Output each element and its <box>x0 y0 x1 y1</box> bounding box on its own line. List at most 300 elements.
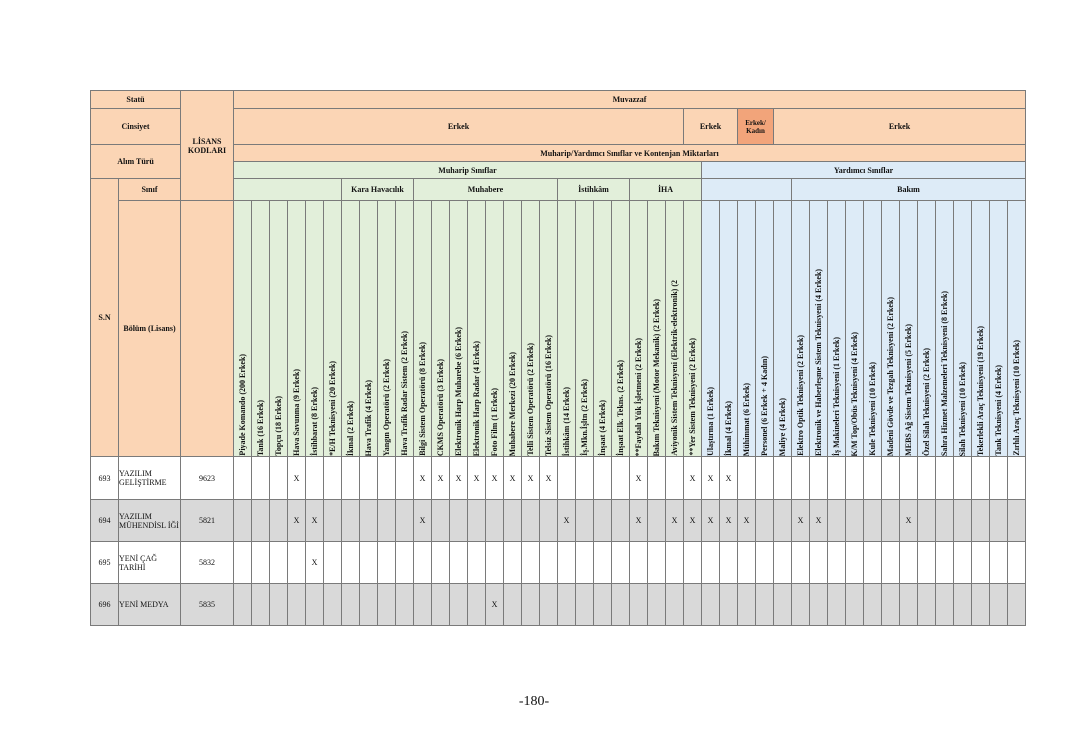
row-mark-cell <box>648 500 666 542</box>
row-mark-cell: X <box>702 457 720 500</box>
row-mark-cell <box>306 584 324 626</box>
row-mark-cell <box>486 500 504 542</box>
row-mark-cell <box>918 584 936 626</box>
row-mark-cell <box>342 500 360 542</box>
row-mark-cell <box>792 584 810 626</box>
row-mark-cell <box>918 500 936 542</box>
row-mark-cell: X <box>720 457 738 500</box>
row-mark-cell <box>972 584 990 626</box>
row-mark-cell <box>594 500 612 542</box>
row-mark-cell <box>324 584 342 626</box>
class-column-label: Piyade Komando (200 Erkek) <box>238 354 247 456</box>
class-column-label: İnşaat (4 Erkek) <box>598 399 607 456</box>
row-mark-cell <box>738 542 756 584</box>
class-column-label: İstihbarat (8 Erkek) <box>310 387 319 456</box>
row-mark-cell <box>900 584 918 626</box>
class-column-header <box>954 201 972 457</box>
erkek-header-2: Erkek <box>684 109 738 145</box>
row-mark-cell <box>270 542 288 584</box>
class-column-header <box>486 201 504 457</box>
row-mark-cell <box>468 542 486 584</box>
class-column-label: İş.Mkn.İşltn (2 Erkek) <box>580 379 589 456</box>
class-column-label: Tank Teknisyeni (4 Erkek) <box>994 365 1003 456</box>
class-column-label: Bakım Teknisyeni (Motor Mekanik) (2 Erkek) <box>652 298 661 456</box>
muhabere-header: Muhabere <box>414 179 558 201</box>
class-column-header <box>882 201 900 457</box>
row-mark-cell: X <box>738 500 756 542</box>
class-column-label: Elektronik Harp Muharebe (6 Erkek) <box>454 326 463 456</box>
row-mark-cell: X <box>792 500 810 542</box>
row-mark-cell <box>900 542 918 584</box>
row-sn: 693 <box>91 457 119 500</box>
muvazzaf-header: Muvazzaf <box>234 91 1026 109</box>
class-column-label: Ulaştırma (1 Erkek) <box>706 387 715 456</box>
class-column-label: Tekerlekli Araç Teknisyeni (19 Erkek) <box>976 326 985 456</box>
row-mark-cell <box>342 457 360 500</box>
muharip-siniflar-header: Muharip Sınıflar <box>234 162 702 179</box>
row-mark-cell <box>612 457 630 500</box>
row-mark-cell <box>576 500 594 542</box>
sn-header: S.N <box>91 179 119 457</box>
class-column-header <box>792 201 810 457</box>
class-column-header <box>396 201 414 457</box>
row-mark-cell <box>990 500 1008 542</box>
class-column-header <box>936 201 954 457</box>
class-column-header <box>846 201 864 457</box>
class-column-label: Hava Savunma (9 Erkek) <box>292 369 301 456</box>
row-mark-cell <box>864 457 882 500</box>
row-mark-cell <box>954 542 972 584</box>
row-mark-cell <box>720 584 738 626</box>
cinsiyet-label: Cinsiyet <box>91 109 181 145</box>
row-mark-cell <box>864 584 882 626</box>
row-mark-cell: X <box>504 457 522 500</box>
row-mark-cell <box>612 584 630 626</box>
row-mark-cell <box>864 542 882 584</box>
row-lisans-kodu: 5835 <box>181 584 234 626</box>
class-column-header <box>648 201 666 457</box>
row-mark-cell <box>954 500 972 542</box>
statu-row <box>91 91 1026 109</box>
erkek-kadin-header: Erkek/ Kadın <box>738 109 774 145</box>
table-row <box>91 542 1026 584</box>
row-mark-cell <box>396 584 414 626</box>
row-mark-cell <box>234 542 252 584</box>
class-column-header <box>612 201 630 457</box>
class-column-label: Personel (6 Erkek + 4 Kadın) <box>760 356 769 456</box>
class-column-label: İkmal (2 Erkek) <box>346 400 355 456</box>
erkek-header-3: Erkek <box>774 109 1026 145</box>
row-mark-cell <box>1008 584 1026 626</box>
row-mark-cell <box>774 500 792 542</box>
class-column-label: Bilgi Sistem Operatörü (8 Erkek) <box>418 342 427 456</box>
row-mark-cell <box>396 500 414 542</box>
row-mark-cell <box>936 542 954 584</box>
row-mark-cell: X <box>900 500 918 542</box>
row-mark-cell <box>468 584 486 626</box>
class-column-header <box>234 201 252 457</box>
row-sn: 696 <box>91 584 119 626</box>
row-mark-cell <box>936 584 954 626</box>
row-mark-cell <box>540 584 558 626</box>
class-columns-row <box>91 201 1026 457</box>
class-column-label: Sahra Hizmet Malzemeleri Teknisyeni (8 Erkek) <box>940 290 949 456</box>
row-mark-cell <box>234 500 252 542</box>
row-mark-cell <box>846 542 864 584</box>
row-mark-cell <box>990 542 1008 584</box>
row-mark-cell: X <box>684 500 702 542</box>
table-row <box>91 500 1026 542</box>
row-mark-cell <box>540 500 558 542</box>
row-sn: 695 <box>91 542 119 584</box>
row-mark-cell: X <box>414 500 432 542</box>
row-mark-cell <box>324 457 342 500</box>
row-mark-cell: X <box>522 457 540 500</box>
class-column-header <box>558 201 576 457</box>
class-column-label: *E/H Teknisyeni (20 Erkek) <box>328 361 337 456</box>
row-mark-cell: X <box>432 457 450 500</box>
row-mark-cell <box>468 500 486 542</box>
row-mark-cell: X <box>486 457 504 500</box>
row-mark-cell <box>954 584 972 626</box>
row-mark-cell <box>756 542 774 584</box>
row-mark-cell <box>612 542 630 584</box>
row-mark-cell <box>810 457 828 500</box>
row-mark-cell <box>252 584 270 626</box>
class-column-header <box>414 201 432 457</box>
class-column-header <box>684 201 702 457</box>
row-mark-cell <box>378 500 396 542</box>
class-column-header <box>720 201 738 457</box>
row-mark-cell: X <box>630 457 648 500</box>
row-mark-cell <box>396 457 414 500</box>
class-column-label: Zırhlı Araç Teknisyeni (10 Erkek) <box>1012 340 1021 456</box>
row-mark-cell <box>864 500 882 542</box>
row-mark-cell <box>882 457 900 500</box>
row-mark-cell <box>756 584 774 626</box>
row-mark-cell <box>684 542 702 584</box>
row-mark-cell: X <box>630 500 648 542</box>
row-mark-cell <box>522 584 540 626</box>
class-column-header <box>288 201 306 457</box>
row-mark-cell <box>810 584 828 626</box>
row-mark-cell <box>882 542 900 584</box>
row-mark-cell <box>792 457 810 500</box>
table-row <box>91 457 1026 500</box>
alim-turu-label: Alım Türü <box>91 145 181 179</box>
row-lisans-kodu: 5832 <box>181 542 234 584</box>
erkek-header-1: Erkek <box>234 109 684 145</box>
row-mark-cell: X <box>468 457 486 500</box>
class-column-header <box>270 201 288 457</box>
row-mark-cell <box>576 584 594 626</box>
class-column-header <box>432 201 450 457</box>
row-mark-cell <box>828 542 846 584</box>
class-column-header <box>990 201 1008 457</box>
row-mark-cell <box>360 500 378 542</box>
row-bolum: YAZILIM MÜHENDİSL İĞİ <box>119 500 181 542</box>
class-column-header <box>594 201 612 457</box>
quota-table <box>90 90 1026 626</box>
row-mark-cell <box>612 500 630 542</box>
row-mark-cell <box>324 542 342 584</box>
class-column-label: İş Makineleri Teknisyeni (1 Erkek) <box>832 336 841 456</box>
row-mark-cell <box>234 457 252 500</box>
class-column-label: Mühimmat (6 Erkek) <box>742 382 751 456</box>
row-mark-cell <box>522 542 540 584</box>
row-mark-cell <box>396 542 414 584</box>
row-mark-cell <box>234 584 252 626</box>
row-lisans-kodu: 5821 <box>181 500 234 542</box>
row-mark-cell <box>450 542 468 584</box>
row-mark-cell <box>594 457 612 500</box>
row-mark-cell <box>990 584 1008 626</box>
class-column-label: Madeni Gövde ve Tezgah Teknisyeni (2 Erkek) <box>886 296 895 456</box>
class-column-header <box>900 201 918 457</box>
row-lisans-kodu: 9623 <box>181 457 234 500</box>
row-bolum: YENİ MEDYA <box>119 584 181 626</box>
row-mark-cell <box>594 584 612 626</box>
row-mark-cell <box>576 457 594 500</box>
class-column-label: Silah Teknisyeni (10 Erkek) <box>958 361 967 456</box>
class-column-header <box>252 201 270 457</box>
class-column-label: Telsiz Sistem Operatörü (16 Erkek) <box>544 334 553 456</box>
class-column-header <box>378 201 396 457</box>
row-mark-cell: X <box>702 500 720 542</box>
row-bolum: YAZILIM GELİŞTİRME <box>119 457 181 500</box>
row-mark-cell: X <box>558 500 576 542</box>
row-mark-cell: X <box>540 457 558 500</box>
row-mark-cell: X <box>414 457 432 500</box>
class-column-label: İstihkâm (14 Erkek) <box>562 386 571 456</box>
row-mark-cell: X <box>306 542 324 584</box>
row-mark-cell: X <box>288 457 306 500</box>
class-column-header <box>756 201 774 457</box>
row-mark-cell <box>342 542 360 584</box>
row-mark-cell <box>738 457 756 500</box>
class-column-header <box>918 201 936 457</box>
row-mark-cell <box>882 584 900 626</box>
row-mark-cell <box>360 542 378 584</box>
row-mark-cell <box>828 457 846 500</box>
class-column-label: Aviyonik Sistem Teknisyeni (Elektrik-elektronik) (2 <box>670 280 679 456</box>
lisans-kodlari-blank <box>181 201 234 457</box>
row-mark-cell <box>990 457 1008 500</box>
row-mark-cell: X <box>450 457 468 500</box>
row-mark-cell: X <box>684 457 702 500</box>
row-mark-cell <box>342 584 360 626</box>
page-number: -180- <box>518 694 550 709</box>
row-mark-cell <box>648 584 666 626</box>
row-mark-cell <box>1008 542 1026 584</box>
row-mark-cell <box>666 542 684 584</box>
row-mark-cell <box>972 500 990 542</box>
row-mark-cell <box>522 500 540 542</box>
class-column-label: Elektronik Harp Radar (4 Erkek) <box>472 340 481 456</box>
row-mark-cell <box>630 584 648 626</box>
row-mark-cell <box>972 542 990 584</box>
class-column-label: Telli Sistem Operatörü (2 Erkek) <box>526 343 535 456</box>
row-mark-cell <box>1008 457 1026 500</box>
row-mark-cell <box>432 500 450 542</box>
class-column-label: **Yer Sistem Teknisyeni (2 Erkek) <box>688 338 697 456</box>
row-mark-cell <box>756 500 774 542</box>
row-mark-cell <box>324 500 342 542</box>
lisans-kodlari-header: LİSANS KODLARI <box>181 91 234 201</box>
row-bolum: YENİ ÇAĞ TARİHİ <box>119 542 181 584</box>
row-mark-cell <box>360 584 378 626</box>
class-column-label: CKMS Operatörü (3 Erkek) <box>436 358 445 456</box>
class-column-header <box>360 201 378 457</box>
row-mark-cell <box>828 500 846 542</box>
bakim-header: Bakım <box>792 179 1026 201</box>
bolum-header: Bölüm (Lisans) <box>119 201 181 457</box>
row-mark-cell <box>666 457 684 500</box>
row-mark-cell <box>972 457 990 500</box>
row-mark-cell <box>756 457 774 500</box>
row-mark-cell <box>774 584 792 626</box>
row-mark-cell <box>846 457 864 500</box>
class-column-header <box>306 201 324 457</box>
row-mark-cell: X <box>288 500 306 542</box>
class-column-header <box>774 201 792 457</box>
class-column-label: Hava Trafik Radar Sistem (2 Erkek) <box>400 331 409 456</box>
row-mark-cell <box>288 542 306 584</box>
class-column-label: Kule Teknisyeni (10 Erkek) <box>868 362 877 456</box>
row-mark-cell <box>378 457 396 500</box>
row-mark-cell <box>576 542 594 584</box>
class-column-label: Foto Film (1 Erkek) <box>490 387 499 456</box>
row-mark-cell <box>432 584 450 626</box>
row-mark-cell <box>774 542 792 584</box>
row-mark-cell <box>270 500 288 542</box>
class-column-header <box>864 201 882 457</box>
row-mark-cell <box>450 500 468 542</box>
row-mark-cell <box>738 584 756 626</box>
row-mark-cell <box>702 542 720 584</box>
class-column-label: **Faydalı Yük İşletmeni (2 Erkek) <box>634 337 643 456</box>
row-mark-cell <box>1008 500 1026 542</box>
row-mark-cell <box>918 457 936 500</box>
row-mark-cell <box>270 457 288 500</box>
row-mark-cell <box>684 584 702 626</box>
row-mark-cell <box>900 457 918 500</box>
class-column-header <box>630 201 648 457</box>
class-column-header <box>504 201 522 457</box>
row-mark-cell <box>558 542 576 584</box>
row-mark-cell <box>306 457 324 500</box>
row-mark-cell <box>414 584 432 626</box>
istihkam-header: İstihkâm <box>558 179 630 201</box>
row-mark-cell: X <box>666 500 684 542</box>
row-mark-cell <box>648 457 666 500</box>
row-mark-cell <box>486 542 504 584</box>
row-mark-cell <box>828 584 846 626</box>
class-column-header <box>828 201 846 457</box>
class-column-header <box>540 201 558 457</box>
class-column-header <box>666 201 684 457</box>
row-mark-cell <box>810 542 828 584</box>
row-mark-cell <box>594 542 612 584</box>
class-column-header <box>468 201 486 457</box>
row-mark-cell <box>936 457 954 500</box>
row-mark-cell <box>936 500 954 542</box>
class-column-header <box>1008 201 1026 457</box>
row-mark-cell <box>792 542 810 584</box>
row-mark-cell <box>252 542 270 584</box>
row-mark-cell <box>378 542 396 584</box>
table-row <box>91 584 1026 626</box>
row-mark-cell <box>540 542 558 584</box>
row-mark-cell <box>918 542 936 584</box>
class-column-label: K/M Top/Obüs Teknisyeni (4 Erkek) <box>850 331 859 456</box>
row-mark-cell <box>432 542 450 584</box>
row-mark-cell: X <box>720 500 738 542</box>
row-mark-cell <box>954 457 972 500</box>
row-mark-cell <box>666 584 684 626</box>
row-mark-cell <box>504 542 522 584</box>
class-column-header <box>450 201 468 457</box>
row-mark-cell <box>504 500 522 542</box>
kara-havacilik-header: Kara Havacılık <box>342 179 414 201</box>
class-column-label: Yangın Operatörü (2 Erkek) <box>382 358 391 456</box>
iha-header: İHA <box>630 179 702 201</box>
yardimci-siniflar-header: Yardımcı Sınıflar <box>702 162 1026 179</box>
row-mark-cell <box>648 542 666 584</box>
class-column-header <box>342 201 360 457</box>
class-column-label: Özel Silah Teknisyeni (2 Erkek) <box>922 347 931 456</box>
class-column-label: Maliye (4 Erkek) <box>778 397 787 456</box>
yardimci-blank-group <box>702 179 792 201</box>
class-column-label: Hava Trafik (4 Erkek) <box>364 379 373 456</box>
row-mark-cell: X <box>306 500 324 542</box>
row-mark-cell <box>288 584 306 626</box>
row-sn: 694 <box>91 500 119 542</box>
row-mark-cell <box>360 457 378 500</box>
muharip-yardimci-header: Muharip/Yardımcı Sınıflar ve Kontenjan Miktarları <box>234 145 1026 162</box>
row-mark-cell <box>414 542 432 584</box>
class-column-label: MEBS Ağ Sistem Teknisyeni (5 Erkek) <box>904 324 913 456</box>
row-mark-cell <box>846 500 864 542</box>
row-mark-cell: X <box>486 584 504 626</box>
class-column-label: Tank (16 Erkek) <box>256 399 265 456</box>
row-mark-cell: X <box>810 500 828 542</box>
class-column-label: Elektronik ve Haberleşme Sistem Teknisyeni (4 Erkek) <box>814 269 823 456</box>
class-column-label: Muhabere Merkezi (20 Erkek) <box>508 351 517 456</box>
row-mark-cell <box>504 584 522 626</box>
row-mark-cell <box>882 500 900 542</box>
class-column-header <box>810 201 828 457</box>
row-mark-cell <box>252 500 270 542</box>
class-column-label: İkmal (4 Erkek) <box>724 400 733 456</box>
row-mark-cell <box>558 584 576 626</box>
class-column-header <box>576 201 594 457</box>
class-column-label: Topçu (18 Erkek) <box>274 396 283 456</box>
row-mark-cell <box>846 584 864 626</box>
class-column-header <box>972 201 990 457</box>
row-mark-cell <box>252 457 270 500</box>
class-column-header <box>738 201 756 457</box>
row-mark-cell <box>558 457 576 500</box>
row-mark-cell <box>378 584 396 626</box>
row-mark-cell <box>450 584 468 626</box>
row-mark-cell <box>270 584 288 626</box>
row-mark-cell <box>702 584 720 626</box>
statu-label: Statü <box>91 91 181 109</box>
class-column-label: Elektro Optik Teknisyeni (2 Erkek) <box>796 335 805 456</box>
row-mark-cell <box>720 542 738 584</box>
class-column-header <box>324 201 342 457</box>
